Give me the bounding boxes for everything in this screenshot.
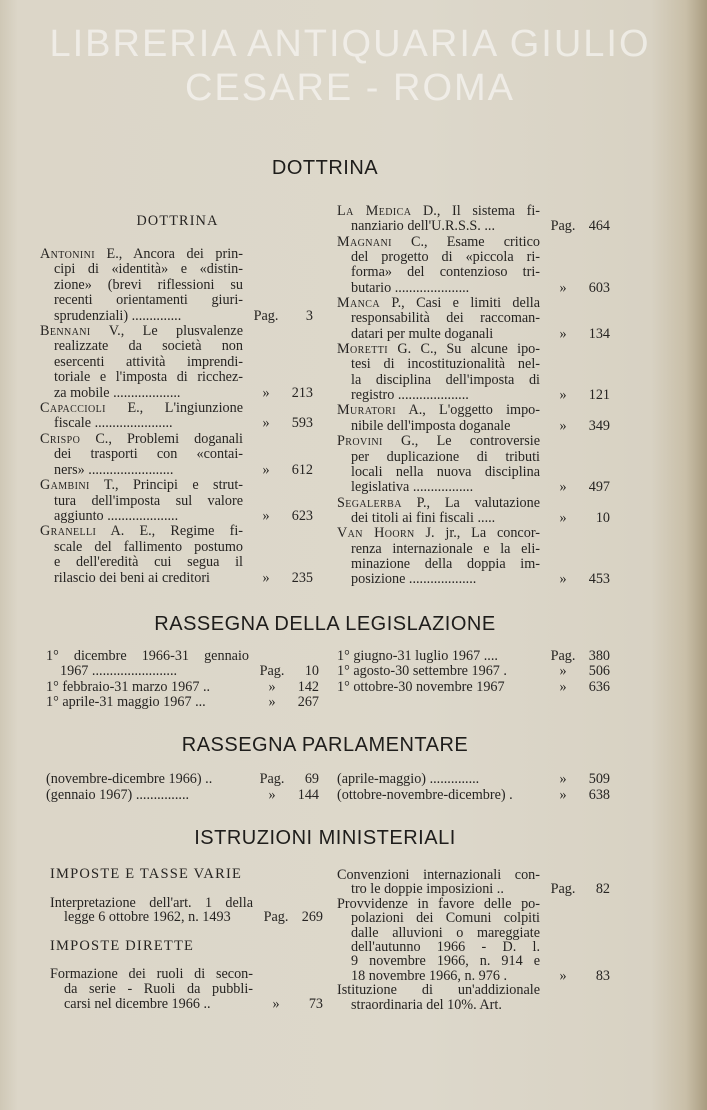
entry-text: locali nella nuova disciplina bbox=[351, 464, 540, 480]
entry-line bbox=[40, 416, 325, 431]
page-prefix: Pag. bbox=[263, 909, 289, 926]
legislazione-title: RASSEGNA DELLA LEGISLAZIONE bbox=[154, 613, 496, 635]
entry-text: polazioni dei Comuni colpiti bbox=[351, 911, 540, 926]
entry-text: carsi nel dicembre 1966 .. bbox=[64, 996, 211, 1012]
entry-title: A., L'oggetto impo- bbox=[395, 403, 540, 419]
entry-author: Granelli bbox=[40, 524, 97, 540]
entry-line bbox=[40, 370, 325, 385]
dottrina-right-column bbox=[337, 204, 622, 588]
entry-title: E., Ancora dei prin- bbox=[94, 247, 243, 262]
entry-text: forma» del contenzioso tri- bbox=[351, 265, 540, 281]
entry-line bbox=[337, 419, 622, 434]
entry-text: 9 novembre 1966, n. 914 e bbox=[351, 954, 540, 969]
entry-line bbox=[46, 787, 331, 803]
index-entry bbox=[337, 526, 622, 587]
entry-author: Bennani bbox=[40, 324, 91, 340]
page-number: 612 bbox=[291, 461, 313, 478]
entry-line bbox=[337, 388, 622, 403]
entry-title: 1° ottobre-30 novembre 1967 bbox=[337, 679, 505, 695]
page-number: 134 bbox=[588, 325, 610, 342]
entry-text: aggiunto .................... bbox=[54, 508, 179, 524]
entry-text: posizione ................... bbox=[351, 572, 477, 588]
entry-title: 1° agosto-30 settembre 1967 . bbox=[337, 664, 507, 680]
entry-line bbox=[337, 940, 622, 954]
entry-text bbox=[46, 787, 249, 803]
page-number: 509 bbox=[588, 771, 610, 787]
index-entry bbox=[46, 695, 331, 710]
entry-text: tro le doppie imposizioni .. bbox=[351, 882, 504, 897]
page-number: 623 bbox=[291, 507, 313, 524]
index-entry bbox=[46, 771, 331, 787]
index-entry bbox=[40, 478, 325, 524]
page-prefix: » bbox=[262, 507, 270, 524]
entry-line bbox=[337, 296, 622, 311]
index-entry bbox=[46, 680, 331, 695]
page-prefix: » bbox=[262, 384, 270, 401]
legislazione-right-column bbox=[337, 649, 622, 695]
entry-title: (novembre-dicembre 1966) .. bbox=[46, 771, 213, 787]
entry-text bbox=[337, 434, 540, 449]
page-prefix: » bbox=[559, 967, 567, 984]
entry-text: registro .................... bbox=[351, 388, 469, 404]
page-number: 142 bbox=[297, 678, 319, 695]
entry-line bbox=[50, 967, 335, 982]
entry-line bbox=[337, 235, 622, 250]
index-entry bbox=[337, 649, 622, 664]
entry-line bbox=[40, 447, 325, 462]
entry-text bbox=[46, 680, 249, 695]
entry-line bbox=[50, 910, 335, 925]
page-prefix: » bbox=[559, 479, 567, 496]
entry-author: Manca bbox=[337, 296, 380, 312]
entry-line bbox=[40, 355, 325, 370]
page-prefix: » bbox=[559, 771, 567, 787]
entry-line bbox=[337, 882, 622, 896]
entry-line bbox=[40, 339, 325, 354]
entry-text: tesi di incostituzionalità nel- bbox=[351, 357, 540, 373]
entry-line bbox=[40, 478, 325, 493]
page-prefix: » bbox=[272, 995, 280, 1012]
page-prefix: Pag. bbox=[550, 881, 576, 898]
entry-line bbox=[337, 911, 622, 925]
entry-line bbox=[337, 897, 622, 911]
entry-line bbox=[337, 204, 622, 219]
entry-line bbox=[337, 311, 622, 326]
page-number: 69 bbox=[304, 771, 319, 787]
entry-title: T., Principi e strut- bbox=[89, 478, 243, 494]
entry-text bbox=[40, 324, 243, 339]
page-number: 267 bbox=[297, 694, 319, 711]
entry-text: dei trasporti con «contai- bbox=[54, 447, 243, 463]
page-number: 269 bbox=[301, 909, 323, 926]
entry-author: Segalerba bbox=[337, 495, 402, 511]
legislazione-left-column bbox=[46, 649, 331, 711]
entry-line bbox=[46, 695, 331, 710]
entry-line bbox=[40, 494, 325, 509]
index-entry bbox=[337, 771, 622, 787]
entry-text: dalle alluvioni o mareggiate bbox=[351, 925, 540, 941]
index-entry bbox=[337, 204, 622, 235]
entry-line bbox=[40, 324, 325, 339]
entry-text: datari per multe doganali bbox=[351, 326, 494, 342]
istruzioni-right-column bbox=[337, 868, 622, 1012]
entry-author: Gambini bbox=[40, 478, 90, 494]
entry-title: A. E., Regime fi- bbox=[96, 524, 243, 540]
entry-line bbox=[337, 926, 622, 940]
entry-title: Interpretazione dell'art. 1 della bbox=[50, 895, 253, 911]
index-entry bbox=[40, 401, 325, 432]
index-entry bbox=[337, 403, 622, 434]
page-number: 10 bbox=[595, 509, 610, 526]
index-entry bbox=[337, 342, 622, 403]
page-number: 349 bbox=[588, 417, 610, 434]
entry-text bbox=[40, 247, 243, 262]
entry-line bbox=[337, 557, 622, 572]
entry-title: C., Esame critico bbox=[391, 234, 540, 250]
entry-text: recenti orientamenti giuri- bbox=[54, 293, 243, 309]
page-number: 10 bbox=[304, 663, 319, 680]
entry-line bbox=[337, 357, 622, 372]
entry-text: rilascio dei beni ai creditori bbox=[54, 570, 211, 586]
entry-line bbox=[337, 998, 622, 1012]
entry-line bbox=[337, 954, 622, 968]
entry-line bbox=[337, 250, 622, 265]
entry-line bbox=[40, 540, 325, 555]
entry-line bbox=[337, 450, 622, 465]
entry-text: realizzate da società non bbox=[54, 339, 243, 355]
entry-line bbox=[337, 342, 622, 357]
entry-line bbox=[337, 403, 622, 418]
entry-line bbox=[40, 309, 325, 324]
entry-text: butario ..................... bbox=[351, 280, 470, 296]
entry-text bbox=[337, 983, 540, 997]
entry-text bbox=[40, 432, 243, 447]
index-entry bbox=[46, 787, 331, 803]
entry-text bbox=[50, 967, 253, 982]
entry-title: E., L'ingiunzione bbox=[105, 401, 243, 417]
entry-author: Muratori bbox=[337, 403, 396, 419]
entry-title: D., Il sistema fi- bbox=[411, 204, 540, 219]
entry-title: P., Casi e limiti della bbox=[379, 296, 540, 312]
entry-line bbox=[337, 868, 622, 882]
entry-text: dell'autunno 1966 - D. l. bbox=[351, 940, 540, 955]
entry-author: Provini bbox=[337, 434, 383, 450]
entry-text bbox=[337, 235, 540, 250]
entry-line bbox=[337, 664, 622, 679]
page-prefix: » bbox=[559, 678, 567, 695]
entry-author: Capaccioli bbox=[40, 401, 106, 417]
entry-title: Convenzioni internazionali con- bbox=[337, 868, 540, 883]
entry-line bbox=[337, 480, 622, 495]
entry-line bbox=[46, 664, 331, 679]
entry-text: cipi di «identità» e «distin- bbox=[54, 262, 243, 278]
entry-line bbox=[337, 434, 622, 449]
page-number: 83 bbox=[595, 967, 610, 984]
entry-line bbox=[337, 526, 622, 541]
entry-text bbox=[50, 896, 253, 911]
entry-line bbox=[337, 281, 622, 296]
parlamentare-right-column bbox=[337, 771, 622, 803]
entry-text: legge 6 ottobre 1962, n. 1493 bbox=[64, 910, 231, 925]
page-prefix: » bbox=[559, 417, 567, 434]
page-prefix: Pag. bbox=[550, 218, 576, 235]
entry-line bbox=[337, 787, 622, 803]
entry-title: (gennaio 1967) ............... bbox=[46, 787, 190, 803]
page-number: 144 bbox=[297, 787, 319, 803]
page-number: 638 bbox=[588, 787, 610, 803]
entry-line bbox=[337, 771, 622, 787]
entry-line bbox=[40, 386, 325, 401]
page-prefix: » bbox=[559, 571, 567, 588]
section-subheading: IMPOSTE DIRETTE bbox=[50, 937, 195, 954]
entry-text bbox=[337, 680, 540, 695]
dottrina-subheading: DOTTRINA bbox=[136, 213, 219, 229]
entry-text: nanziario dell'U.R.S.S. ... bbox=[351, 219, 496, 235]
entry-text: sprudenziali) .............. bbox=[54, 308, 182, 324]
entry-title: P., La valutazione bbox=[401, 495, 540, 511]
entry-text: esercenti attività imprendi- bbox=[54, 354, 243, 370]
page-number: 380 bbox=[588, 648, 610, 664]
entry-text: fiscale ...................... bbox=[54, 416, 173, 432]
entry-text bbox=[40, 401, 243, 416]
entry-text: legislativa ................. bbox=[351, 480, 474, 496]
entry-text bbox=[337, 897, 540, 911]
entry-text: straordinaria del 10%. Art. bbox=[351, 997, 502, 1013]
page-number: 497 bbox=[588, 479, 610, 496]
page-prefix: » bbox=[268, 694, 276, 711]
index-entry bbox=[337, 664, 622, 679]
entry-text: tura dell'imposta sul valore bbox=[54, 493, 243, 509]
entry-title: C., Problemi doganali bbox=[80, 431, 243, 447]
entry-line bbox=[50, 997, 335, 1012]
index-entry bbox=[40, 324, 325, 401]
entry-line bbox=[337, 465, 622, 480]
entry-text bbox=[337, 771, 540, 787]
parlamentare-title: RASSEGNA PARLAMENTARE bbox=[181, 734, 469, 756]
page-number: 593 bbox=[291, 415, 313, 432]
entry-text bbox=[46, 649, 249, 664]
entry-title: Istituzione di un'addizionale bbox=[337, 983, 540, 998]
entry-line bbox=[40, 247, 325, 262]
entry-text bbox=[46, 771, 249, 787]
page-prefix: » bbox=[268, 678, 276, 695]
entry-text: la disciplina dell'imposta di bbox=[351, 372, 540, 388]
entry-text: e dell'eredità cui segua il bbox=[54, 555, 243, 571]
entry-text: 1967 ........................ bbox=[60, 664, 178, 680]
section-subheading: IMPOSTE E TASSE VARIE bbox=[50, 866, 243, 882]
entry-text: nibile dell'imposta doganale bbox=[351, 418, 511, 434]
page-number: 82 bbox=[595, 881, 610, 898]
entry-line bbox=[50, 982, 335, 997]
entry-text bbox=[337, 403, 540, 418]
index-entry bbox=[337, 296, 622, 342]
entry-line bbox=[40, 293, 325, 308]
entry-title: 1° febbraio-31 marzo 1967 .. bbox=[46, 679, 211, 695]
entry-line bbox=[46, 649, 331, 664]
entry-line bbox=[40, 432, 325, 447]
istruzioni-left-column bbox=[50, 867, 335, 1011]
page-prefix: Pag. bbox=[253, 307, 279, 324]
page-prefix: Pag. bbox=[259, 771, 285, 787]
page-prefix: » bbox=[559, 509, 567, 526]
page-prefix: » bbox=[559, 663, 567, 680]
entry-author: Magnani bbox=[337, 234, 392, 250]
spacer bbox=[50, 953, 335, 967]
entry-title: Provvidenze in favore delle po- bbox=[337, 896, 540, 912]
entry-text: renza internazionale e la eli- bbox=[351, 541, 540, 557]
entry-text: responsabilità dei raccoman- bbox=[351, 311, 540, 327]
dottrina-left-column bbox=[40, 247, 325, 586]
entry-line bbox=[337, 542, 622, 557]
index-entry bbox=[40, 247, 325, 324]
entry-text: 18 novembre 1966, n. 976 . bbox=[351, 968, 508, 984]
entry-text bbox=[337, 296, 540, 311]
entry-text bbox=[40, 524, 243, 539]
page-prefix: Pag. bbox=[550, 648, 576, 664]
entry-text: scale del fallimento postumo bbox=[54, 539, 243, 555]
entry-line bbox=[40, 571, 325, 586]
page-number: 213 bbox=[291, 384, 313, 401]
entry-line bbox=[40, 555, 325, 570]
entry-title: (aprile-maggio) .............. bbox=[337, 771, 480, 787]
index-entry bbox=[337, 787, 622, 803]
page-prefix: » bbox=[559, 325, 567, 342]
page-title: DOTTRINA bbox=[271, 157, 379, 179]
entry-text bbox=[46, 695, 249, 710]
entry-text bbox=[337, 496, 540, 511]
entry-line bbox=[337, 327, 622, 342]
index-entry bbox=[337, 897, 622, 983]
entry-text: da serie - Ruoli da pubbli- bbox=[64, 981, 253, 997]
entry-author: Van Hoorn bbox=[337, 526, 415, 542]
entry-title: G. C., Su alcune ipo- bbox=[387, 342, 540, 358]
entry-text: del progetto di «piccola ri- bbox=[351, 250, 540, 266]
entry-line bbox=[337, 969, 622, 983]
entry-title: G., Le controversie bbox=[382, 434, 540, 450]
entry-author: La Medica bbox=[337, 204, 412, 219]
page-prefix: » bbox=[559, 387, 567, 404]
entry-author: Moretti bbox=[337, 342, 388, 358]
entry-title: V., Le plusvalenze bbox=[90, 324, 243, 340]
index-entry bbox=[337, 680, 622, 695]
entry-text bbox=[337, 204, 540, 219]
entry-text: minazione della doppia im- bbox=[351, 556, 540, 572]
page-prefix: » bbox=[262, 415, 270, 432]
page-number: 73 bbox=[308, 995, 323, 1012]
entry-text: toriale e l'imposta di ricchez- bbox=[54, 370, 243, 386]
index-entry bbox=[337, 496, 622, 527]
entry-line bbox=[337, 983, 622, 997]
entry-title: J. jr., La concor- bbox=[414, 526, 540, 542]
entry-title: 1° aprile-31 maggio 1967 ... bbox=[46, 695, 206, 711]
entry-line bbox=[40, 278, 325, 293]
page-number: 636 bbox=[588, 678, 610, 695]
entry-title: 1° giugno-31 luglio 1967 .... bbox=[337, 649, 498, 664]
page-number: 453 bbox=[588, 571, 610, 588]
watermark: LIBRERIA ANTIQUARIA GIULIO CESARE - ROMA bbox=[49, 23, 651, 109]
entry-line bbox=[40, 509, 325, 524]
entry-text: ners» ........................ bbox=[54, 462, 174, 478]
index-entry bbox=[337, 434, 622, 495]
index-entry bbox=[50, 967, 335, 1011]
index-entry bbox=[46, 649, 331, 680]
page-prefix: Pag. bbox=[259, 663, 285, 680]
index-entry bbox=[40, 432, 325, 478]
page-number: 121 bbox=[588, 387, 610, 404]
page-number: 506 bbox=[588, 663, 610, 680]
page-prefix: » bbox=[268, 787, 276, 803]
entry-author: Antonini bbox=[40, 247, 95, 262]
parlamentare-left-column bbox=[46, 771, 331, 803]
page-prefix: » bbox=[559, 279, 567, 296]
entry-text: zione» (brevi riflessioni su bbox=[54, 277, 243, 293]
index-entry bbox=[50, 896, 335, 925]
entry-title: (ottobre-novembre-dicembre) . bbox=[337, 787, 513, 803]
entry-text: za mobile ................... bbox=[54, 385, 181, 401]
entry-line bbox=[46, 680, 331, 695]
entry-text bbox=[337, 342, 540, 357]
entry-text: dei titoli ai fini fiscali ..... bbox=[351, 510, 496, 526]
entry-line bbox=[337, 219, 622, 234]
page-number: 235 bbox=[291, 569, 313, 586]
index-entry bbox=[337, 868, 622, 897]
index-entry bbox=[337, 235, 622, 296]
entry-text bbox=[337, 526, 540, 541]
page-number: 603 bbox=[588, 279, 610, 296]
entry-line bbox=[337, 511, 622, 526]
entry-line bbox=[40, 463, 325, 478]
entry-line bbox=[50, 896, 335, 911]
entry-line bbox=[337, 572, 622, 587]
spacer bbox=[50, 882, 335, 896]
page-number: 3 bbox=[305, 307, 313, 324]
index-entry bbox=[337, 983, 622, 1012]
entry-text bbox=[337, 664, 540, 679]
page-number: 464 bbox=[588, 218, 610, 235]
entry-line bbox=[40, 524, 325, 539]
entry-line bbox=[337, 373, 622, 388]
entry-text bbox=[337, 649, 540, 664]
entry-text bbox=[40, 478, 243, 493]
entry-title: Formazione dei ruoli di secon- bbox=[50, 967, 253, 982]
page-prefix: » bbox=[262, 569, 270, 586]
istruzioni-title: ISTRUZIONI MINISTERIALI bbox=[194, 827, 456, 849]
page-prefix: » bbox=[262, 461, 270, 478]
entry-line bbox=[337, 496, 622, 511]
entry-line bbox=[40, 262, 325, 277]
entry-line bbox=[337, 649, 622, 664]
page-prefix: » bbox=[559, 787, 567, 803]
entry-line bbox=[337, 265, 622, 280]
entry-text bbox=[337, 787, 540, 803]
entry-text: per duplicazione di tributi bbox=[351, 449, 540, 465]
index-entry bbox=[40, 524, 325, 586]
entry-text bbox=[337, 868, 540, 882]
entry-line bbox=[337, 680, 622, 695]
entry-line bbox=[46, 771, 331, 787]
entry-title: 1° dicembre 1966-31 gennaio bbox=[46, 649, 249, 664]
entry-line bbox=[40, 401, 325, 416]
entry-author: Crispo bbox=[40, 431, 81, 447]
spacer bbox=[50, 925, 335, 939]
